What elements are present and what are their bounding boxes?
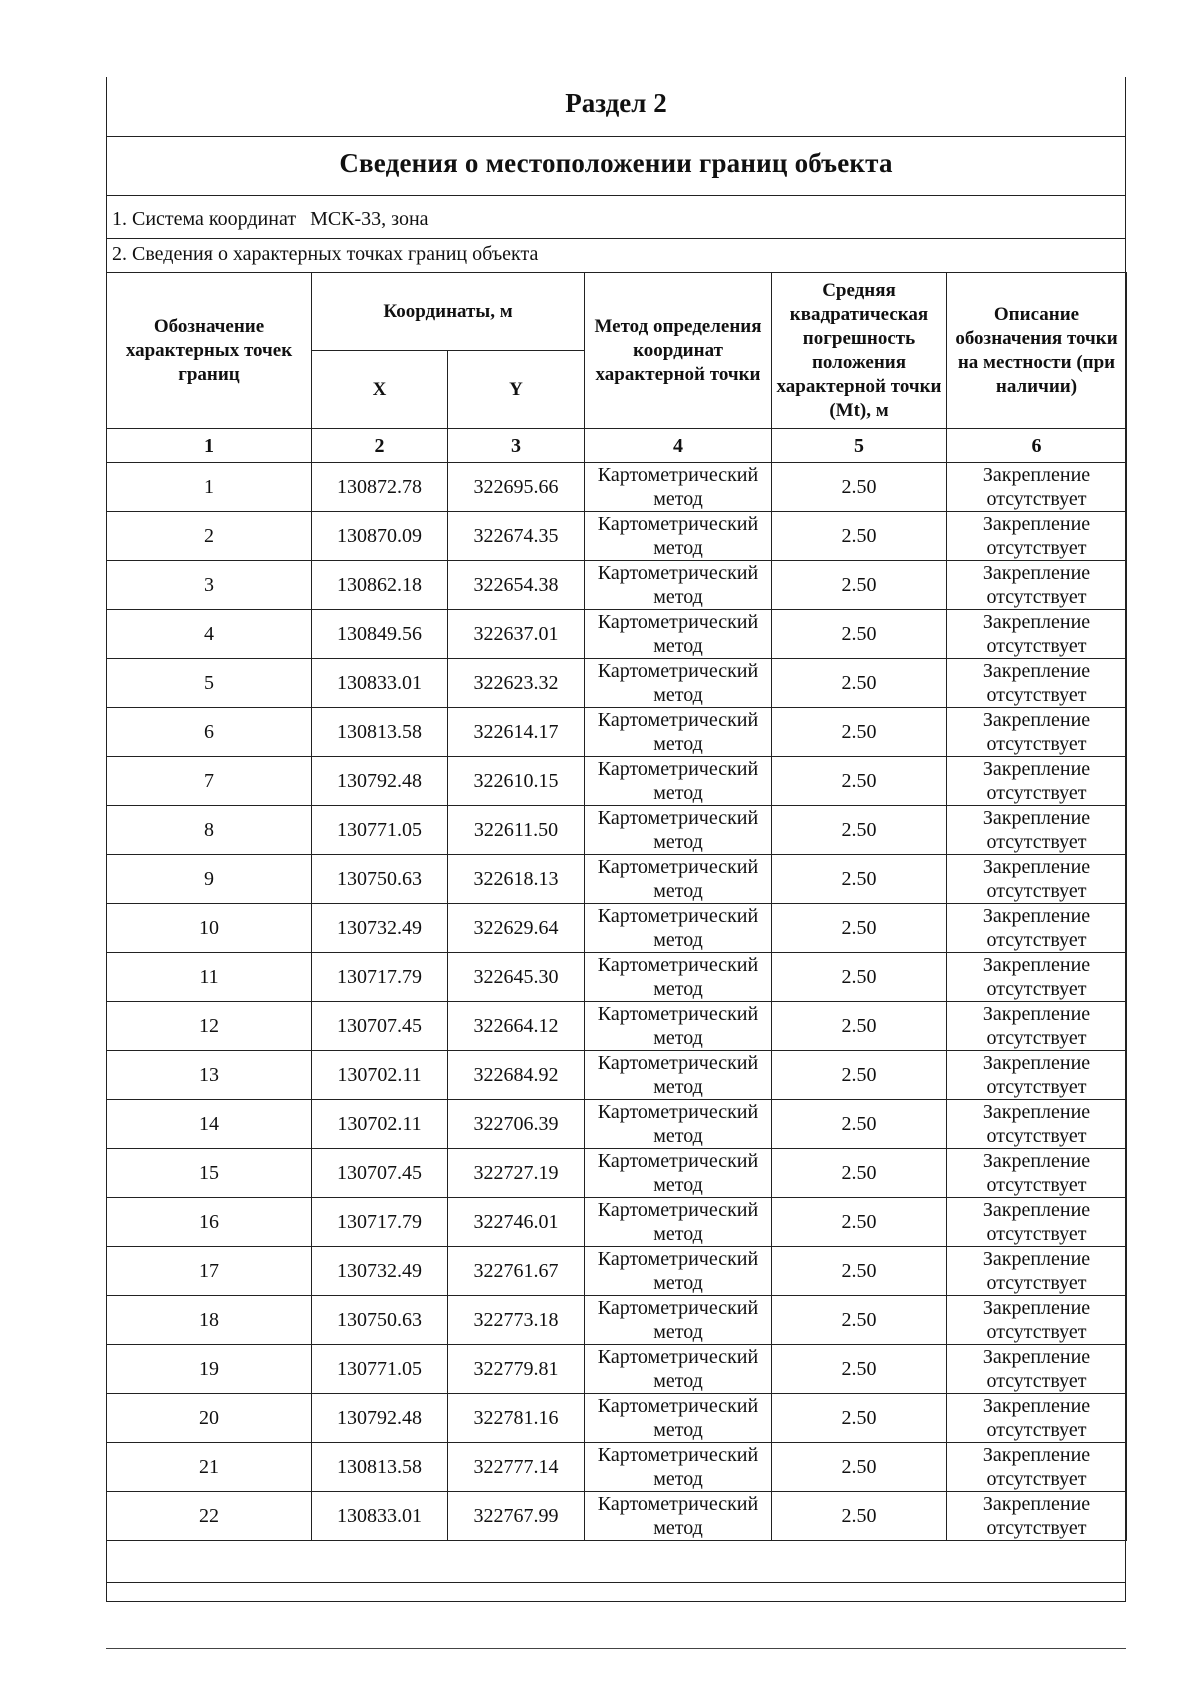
method-line-1: Картометрический	[597, 1003, 759, 1025]
point-number: 12	[107, 1002, 312, 1051]
column-number: 4	[585, 429, 772, 463]
divider	[106, 195, 1126, 196]
description-line-2: отсутствует	[986, 1272, 1087, 1294]
method-line-1: Картометрический	[597, 1444, 759, 1466]
method-line-2: метод	[653, 929, 703, 951]
coord-y: 322654.38	[448, 561, 585, 610]
coord-x: 130813.58	[312, 708, 448, 757]
method-line-1: Картометрический	[597, 562, 759, 584]
point-number: 11	[107, 953, 312, 1002]
error-value: 2.50	[772, 463, 947, 512]
coord-x: 130872.78	[312, 463, 448, 512]
coord-y: 322684.92	[448, 1051, 585, 1100]
error-value: 2.50	[772, 659, 947, 708]
error-value: 2.50	[772, 1296, 947, 1345]
divider	[106, 238, 1126, 239]
column-number-row	[107, 429, 1127, 463]
table-row	[107, 1100, 1127, 1149]
description-line-1: Закрепление	[982, 562, 1091, 584]
method-line-2: метод	[653, 1272, 703, 1294]
method-line-1: Картометрический	[597, 1052, 759, 1074]
method-line-1: Картометрический	[597, 660, 759, 682]
description-line-1: Закрепление	[982, 1346, 1091, 1368]
table-row	[107, 561, 1127, 610]
point-number: 14	[107, 1100, 312, 1149]
description-line-2: отсутствует	[986, 929, 1087, 951]
table-row	[107, 708, 1127, 757]
description-line-2: отсутствует	[986, 684, 1087, 706]
column-number: 2	[312, 429, 448, 463]
method-cell	[585, 708, 772, 757]
coord-y: 322674.35	[448, 512, 585, 561]
point-number: 22	[107, 1492, 312, 1541]
description-line-1: Закрепление	[982, 611, 1091, 633]
description-line-2: отсутствует	[986, 782, 1087, 804]
description-line-2: отсутствует	[986, 1517, 1087, 1539]
point-number: 16	[107, 1198, 312, 1247]
table-row	[107, 1296, 1127, 1345]
header-description: Описание обозначения точки на местности (при наличии)	[947, 273, 1127, 429]
table-row	[107, 463, 1127, 512]
description-cell	[947, 904, 1127, 953]
coord-y: 322777.14	[448, 1443, 585, 1492]
table-row	[107, 1492, 1127, 1541]
description-line-1: Закрепление	[982, 1493, 1091, 1515]
table-row	[107, 855, 1127, 904]
method-cell	[585, 561, 772, 610]
method-cell	[585, 855, 772, 904]
point-number: 6	[107, 708, 312, 757]
description-cell	[947, 1443, 1127, 1492]
column-number: 3	[448, 429, 585, 463]
coord-y: 322629.64	[448, 904, 585, 953]
error-value: 2.50	[772, 1002, 947, 1051]
method-line-2: метод	[653, 782, 703, 804]
table-row	[107, 904, 1127, 953]
method-cell	[585, 1002, 772, 1051]
table-row	[107, 1247, 1127, 1296]
coord-y: 322773.18	[448, 1296, 585, 1345]
method-line-2: метод	[653, 733, 703, 755]
point-number: 17	[107, 1247, 312, 1296]
method-line-2: метод	[653, 1321, 703, 1343]
method-line-2: метод	[653, 1419, 703, 1441]
description-line-2: отсутствует	[986, 537, 1087, 559]
description-cell	[947, 1002, 1127, 1051]
point-number: 15	[107, 1149, 312, 1198]
point-number: 18	[107, 1296, 312, 1345]
column-number: 5	[772, 429, 947, 463]
method-cell	[585, 1100, 772, 1149]
description-cell	[947, 1051, 1127, 1100]
method-line-2: метод	[653, 537, 703, 559]
table-row	[107, 757, 1127, 806]
description-cell	[947, 610, 1127, 659]
method-cell	[585, 1394, 772, 1443]
description-line-2: отсутствует	[986, 1419, 1087, 1441]
description-line-1: Закрепление	[982, 807, 1091, 829]
description-cell	[947, 1149, 1127, 1198]
method-cell	[585, 659, 772, 708]
point-number: 21	[107, 1443, 312, 1492]
table-row	[107, 512, 1127, 561]
description-line-2: отсутствует	[986, 1076, 1087, 1098]
error-value: 2.50	[772, 904, 947, 953]
method-line-2: метод	[653, 635, 703, 657]
description-cell	[947, 757, 1127, 806]
coord-y: 322779.81	[448, 1345, 585, 1394]
point-number: 1	[107, 463, 312, 512]
method-cell	[585, 806, 772, 855]
description-line-2: отсутствует	[986, 880, 1087, 902]
coord-y: 322781.16	[448, 1394, 585, 1443]
coord-x: 130792.48	[312, 1394, 448, 1443]
method-line-2: метод	[653, 1468, 703, 1490]
description-line-1: Закрепление	[982, 1003, 1091, 1025]
table-footer-row	[106, 1582, 1126, 1602]
header-method: Метод определения координат характерной точки	[585, 273, 772, 429]
method-cell	[585, 1443, 772, 1492]
method-cell	[585, 512, 772, 561]
header-x: X	[312, 351, 448, 429]
method-line-2: метод	[653, 1517, 703, 1539]
description-cell	[947, 1100, 1127, 1149]
coord-x: 130702.11	[312, 1100, 448, 1149]
description-cell	[947, 708, 1127, 757]
coord-x: 130732.49	[312, 1247, 448, 1296]
coord-y: 322746.01	[448, 1198, 585, 1247]
method-line-1: Картометрический	[597, 758, 759, 780]
point-number: 13	[107, 1051, 312, 1100]
error-value: 2.50	[772, 806, 947, 855]
description-line-1: Закрепление	[982, 856, 1091, 878]
coord-y: 322664.12	[448, 1002, 585, 1051]
coord-x: 130862.18	[312, 561, 448, 610]
description-line-1: Закрепление	[982, 1199, 1091, 1221]
bottom-rule	[106, 1648, 1126, 1649]
point-number: 3	[107, 561, 312, 610]
coord-y: 322767.99	[448, 1492, 585, 1541]
error-value: 2.50	[772, 1345, 947, 1394]
column-number: 1	[107, 429, 312, 463]
point-number: 19	[107, 1345, 312, 1394]
description-cell	[947, 1345, 1127, 1394]
error-value: 2.50	[772, 1394, 947, 1443]
points-heading: 2. Сведения о характерных точках границ объекта	[112, 243, 539, 265]
method-cell	[585, 757, 772, 806]
point-number: 2	[107, 512, 312, 561]
method-line-1: Картометрический	[597, 1395, 759, 1417]
method-line-1: Картометрический	[597, 954, 759, 976]
method-cell	[585, 1247, 772, 1296]
table-row	[107, 1198, 1127, 1247]
table-row	[107, 610, 1127, 659]
coord-y: 322706.39	[448, 1100, 585, 1149]
method-line-1: Картометрический	[597, 1199, 759, 1221]
description-cell	[947, 855, 1127, 904]
method-line-2: метод	[653, 1125, 703, 1147]
coord-x: 130717.79	[312, 953, 448, 1002]
method-line-1: Картометрический	[597, 464, 759, 486]
error-value: 2.50	[772, 610, 947, 659]
error-value: 2.50	[772, 512, 947, 561]
point-number: 8	[107, 806, 312, 855]
method-line-1: Картометрический	[597, 1101, 759, 1123]
coord-y: 322727.19	[448, 1149, 585, 1198]
method-cell	[585, 1492, 772, 1541]
error-value: 2.50	[772, 1492, 947, 1541]
header-row	[107, 273, 1127, 351]
description-line-1: Закрепление	[982, 1444, 1091, 1466]
description-line-1: Закрепление	[982, 660, 1091, 682]
method-cell	[585, 1051, 772, 1100]
point-number: 7	[107, 757, 312, 806]
error-value: 2.50	[772, 1149, 947, 1198]
method-line-2: метод	[653, 488, 703, 510]
method-line-1: Картометрический	[597, 1297, 759, 1319]
boundary-points-table	[106, 272, 1127, 1541]
coord-x: 130750.63	[312, 855, 448, 904]
column-number: 6	[947, 429, 1127, 463]
error-value: 2.50	[772, 855, 947, 904]
method-line-1: Картометрический	[597, 709, 759, 731]
error-value: 2.50	[772, 1247, 947, 1296]
header-designation: Обозначение характерных точек границ	[107, 273, 312, 429]
method-line-2: метод	[653, 880, 703, 902]
section-title: Раздел 2	[565, 88, 667, 118]
error-value: 2.50	[772, 757, 947, 806]
coord-x: 130702.11	[312, 1051, 448, 1100]
description-line-1: Закрепление	[982, 1395, 1091, 1417]
method-line-1: Картометрический	[597, 905, 759, 927]
description-line-1: Закрепление	[982, 954, 1091, 976]
coord-y: 322614.17	[448, 708, 585, 757]
point-number: 20	[107, 1394, 312, 1443]
method-line-2: метод	[653, 1076, 703, 1098]
error-value: 2.50	[772, 561, 947, 610]
method-line-1: Картометрический	[597, 1493, 759, 1515]
description-line-1: Закрепление	[982, 1052, 1091, 1074]
coord-y: 322695.66	[448, 463, 585, 512]
method-line-1: Картометрический	[597, 1346, 759, 1368]
method-line-2: метод	[653, 1174, 703, 1196]
description-line-2: отсутствует	[986, 733, 1087, 755]
coord-y: 322618.13	[448, 855, 585, 904]
description-line-1: Закрепление	[982, 513, 1091, 535]
description-line-2: отсутствует	[986, 1321, 1087, 1343]
description-line-1: Закрепление	[982, 1248, 1091, 1270]
method-line-1: Картометрический	[597, 856, 759, 878]
description-cell	[947, 1492, 1127, 1541]
description-line-2: отсутствует	[986, 1125, 1087, 1147]
coord-y: 322761.67	[448, 1247, 585, 1296]
description-line-2: отсутствует	[986, 1174, 1087, 1196]
point-number: 4	[107, 610, 312, 659]
description-line-2: отсутствует	[986, 586, 1087, 608]
error-value: 2.50	[772, 1443, 947, 1492]
header-error: Средняя квадратическая погрешность положения характерной точки (Mt), м	[772, 273, 947, 429]
coord-system-label: 1. Система координат	[112, 208, 297, 230]
method-cell	[585, 1149, 772, 1198]
description-cell	[947, 953, 1127, 1002]
description-line-1: Закрепление	[982, 758, 1091, 780]
coord-x: 130833.01	[312, 1492, 448, 1541]
table-row	[107, 659, 1127, 708]
description-line-2: отсутствует	[986, 978, 1087, 1000]
method-line-1: Картометрический	[597, 611, 759, 633]
method-cell	[585, 463, 772, 512]
method-cell	[585, 1345, 772, 1394]
method-line-2: метод	[653, 978, 703, 1000]
description-cell	[947, 463, 1127, 512]
description-line-1: Закрепление	[982, 1297, 1091, 1319]
method-line-2: метод	[653, 684, 703, 706]
coord-x: 130813.58	[312, 1443, 448, 1492]
description-line-2: отсутствует	[986, 488, 1087, 510]
coord-y: 322645.30	[448, 953, 585, 1002]
method-cell	[585, 904, 772, 953]
description-line-1: Закрепление	[982, 709, 1091, 731]
method-line-2: метод	[653, 831, 703, 853]
coord-x: 130849.56	[312, 610, 448, 659]
method-line-1: Картометрический	[597, 1248, 759, 1270]
error-value: 2.50	[772, 1051, 947, 1100]
table-row	[107, 1002, 1127, 1051]
coord-x: 130870.09	[312, 512, 448, 561]
method-line-1: Картометрический	[597, 807, 759, 829]
coord-x: 130750.63	[312, 1296, 448, 1345]
table-row	[107, 953, 1127, 1002]
header-coordinates: Координаты, м	[312, 273, 585, 351]
description-cell	[947, 1247, 1127, 1296]
error-value: 2.50	[772, 1198, 947, 1247]
point-number: 9	[107, 855, 312, 904]
description-line-1: Закрепление	[982, 1150, 1091, 1172]
method-cell	[585, 610, 772, 659]
description-line-2: отсутствует	[986, 1223, 1087, 1245]
description-cell	[947, 512, 1127, 561]
description-cell	[947, 659, 1127, 708]
coord-system-value: МСК-33, зона	[310, 208, 429, 230]
document-title: Сведения о местоположении границ объекта	[339, 148, 893, 178]
coord-x: 130707.45	[312, 1002, 448, 1051]
point-number: 5	[107, 659, 312, 708]
method-cell	[585, 1296, 772, 1345]
description-cell	[947, 806, 1127, 855]
description-cell	[947, 561, 1127, 610]
description-line-2: отсутствует	[986, 1370, 1087, 1392]
coord-x: 130833.01	[312, 659, 448, 708]
point-number: 10	[107, 904, 312, 953]
coord-x: 130771.05	[312, 806, 448, 855]
coord-y: 322623.32	[448, 659, 585, 708]
description-line-2: отсутствует	[986, 1468, 1087, 1490]
description-cell	[947, 1296, 1127, 1345]
description-line-2: отсутствует	[986, 635, 1087, 657]
description-line-1: Закрепление	[982, 905, 1091, 927]
error-value: 2.50	[772, 708, 947, 757]
method-line-2: метод	[653, 1370, 703, 1392]
method-line-2: метод	[653, 586, 703, 608]
coord-y: 322610.15	[448, 757, 585, 806]
method-line-2: метод	[653, 1223, 703, 1245]
table-row	[107, 806, 1127, 855]
description-line-1: Закрепление	[982, 1101, 1091, 1123]
coord-x: 130707.45	[312, 1149, 448, 1198]
description-line-2: отсутствует	[986, 1027, 1087, 1049]
method-line-2: метод	[653, 1027, 703, 1049]
table-row	[107, 1443, 1127, 1492]
table-row	[107, 1051, 1127, 1100]
coord-y: 322611.50	[448, 806, 585, 855]
table-row	[107, 1394, 1127, 1443]
divider	[106, 136, 1126, 137]
coord-y: 322637.01	[448, 610, 585, 659]
coord-x: 130771.05	[312, 1345, 448, 1394]
method-line-1: Картометрический	[597, 1150, 759, 1172]
description-cell	[947, 1198, 1127, 1247]
table-row	[107, 1345, 1127, 1394]
error-value: 2.50	[772, 1100, 947, 1149]
method-line-1: Картометрический	[597, 513, 759, 535]
description-line-1: Закрепление	[982, 464, 1091, 486]
table-row	[107, 1149, 1127, 1198]
coord-x: 130717.79	[312, 1198, 448, 1247]
coord-x: 130792.48	[312, 757, 448, 806]
method-cell	[585, 953, 772, 1002]
description-line-2: отсутствует	[986, 831, 1087, 853]
coord-system-line	[112, 208, 429, 231]
method-cell	[585, 1198, 772, 1247]
description-cell	[947, 1394, 1127, 1443]
header-y: Y	[448, 351, 585, 429]
error-value: 2.50	[772, 953, 947, 1002]
coord-x: 130732.49	[312, 904, 448, 953]
